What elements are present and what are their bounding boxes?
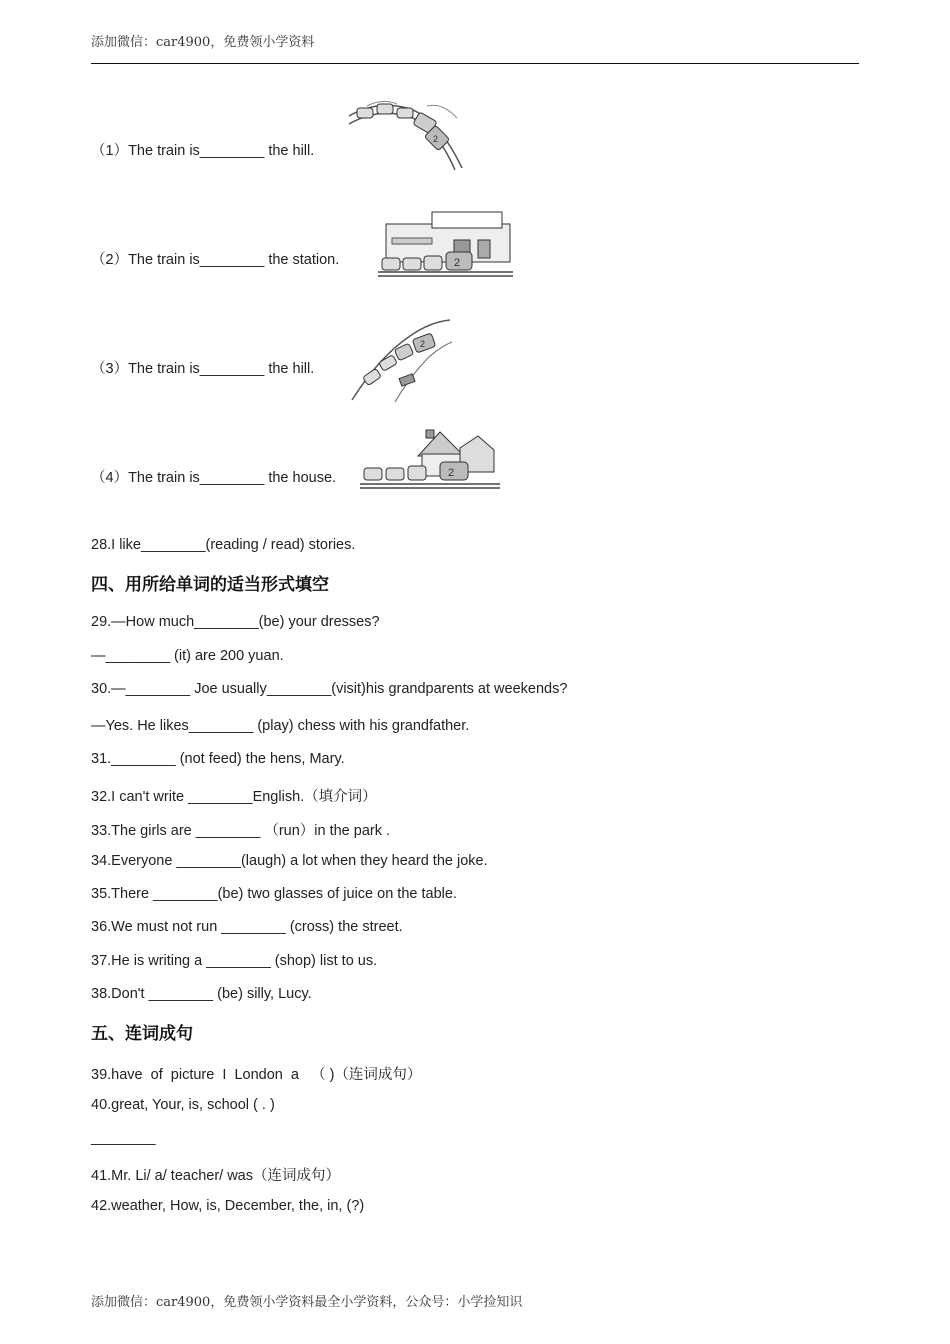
question-37: 37.He is writing a ________ (shop) list to us. [91, 953, 378, 969]
question-41: 41.Mr. Li/ a/ teacher/ was（连词成句） [91, 1168, 340, 1184]
question-39: 39.have of picture I London a （ )（连词成句） [91, 1067, 422, 1083]
train-station-picture [378, 210, 513, 280]
header-text: 添加微信：car4900，免费领小学资料 [91, 35, 315, 50]
svg-text:2: 2 [448, 467, 455, 479]
train-question-1: （1）The train is________ the hill. [91, 143, 315, 159]
answer-blank: ________ [91, 1130, 156, 1146]
question-32: 32.I can't write ________English.（填介词） [91, 789, 377, 805]
question-28: 28.I like________(reading / read) stories. [91, 537, 356, 553]
question-33: 33.The girls are ________ （run）in the park . [91, 823, 391, 839]
question-31: 31.________ (not feed) the hens, Mary. [91, 751, 345, 767]
question-36: 36.We must not run ________ (cross) the street. [91, 919, 403, 935]
train-question-3: （3）The train is________ the hill. [91, 361, 315, 377]
question-38: 38.Don't ________ (be) silly, Lucy. [91, 986, 312, 1002]
train-house-picture [360, 426, 502, 494]
svg-text:2: 2 [454, 257, 461, 269]
section-4-title: 四、用所给单词的适当形式填空 [91, 575, 329, 595]
train-down-hill-picture [350, 316, 455, 404]
question-40: 40.great, Your, is, school ( . ) [91, 1097, 275, 1113]
header-divider [91, 63, 859, 64]
svg-text:2: 2 [433, 134, 439, 144]
question-35: 35.There ________(be) two glasses of juice on the table. [91, 886, 457, 902]
footer-text: 添加微信：car4900，免费领小学资料最全小学资料，公众号：小学捡知识 [91, 1295, 523, 1310]
question-34: 34.Everyone ________(laugh) a lot when they heard the joke. [91, 853, 488, 869]
train-up-hill-picture [347, 98, 467, 174]
question-29: 29.—How much________(be) your dresses? [91, 614, 380, 630]
train-question-4: （4）The train is________ the house. [91, 470, 337, 486]
section-5-title: 五、连词成句 [91, 1024, 193, 1044]
question-42: 42.weather, How, is, December, the, in, (?) [91, 1198, 365, 1214]
question-30-answer-line: —Yes. He likes________ (play) chess with his grandfather. [91, 718, 470, 734]
question-29-answer-line: —________ (it) are 200 yuan. [91, 648, 284, 664]
question-30: 30.—________ Joe usually________(visit)his grandparents at weekends? [91, 681, 568, 697]
train-question-2: （2）The train is________ the station. [91, 252, 340, 268]
svg-text:2: 2 [420, 339, 426, 349]
